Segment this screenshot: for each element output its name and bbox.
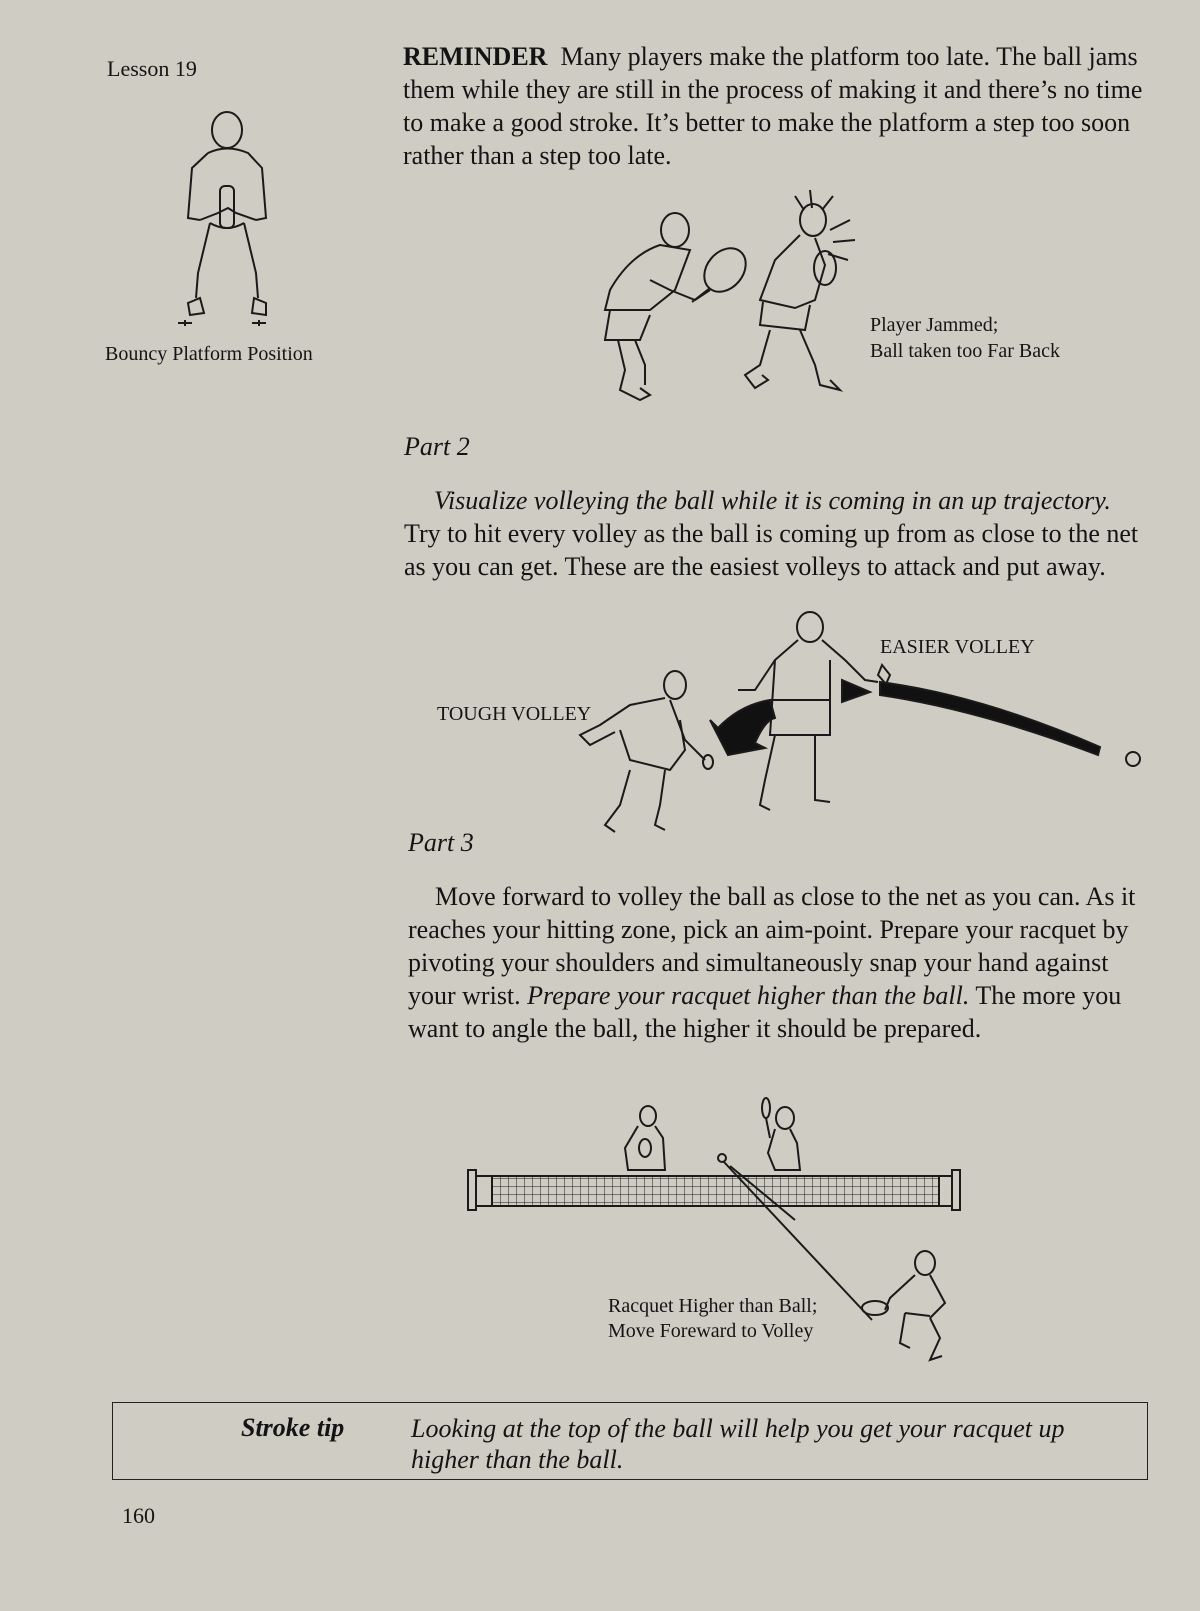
part3-emphasis: Prepare your racquet higher than the ball. [527,981,970,1010]
part3-heading: Part 3 [408,828,474,857]
part3-text-b: The more you want to angle the ball, the higher it should be prepared. [408,981,1122,1043]
reminder-text: Many players make the platform too late. The ball jams them while they are still in the process of making it and there’s no time to make a good stroke. It’s better to make the platform a step too soon rather than a step too late. [403,42,1143,170]
net-caption [608,1294,817,1344]
net-caption-line1: Racquet Higher than Ball; [608,1295,818,1317]
stroke-tip-label: Stroke tip [241,1413,345,1442]
reminder-label: REMINDER [403,42,548,71]
stroke-tip-text: Looking at the top of the ball will help you get your racquet up higher than the ball. [411,1414,1065,1474]
stroke-tip-box [112,1402,1148,1480]
jammed-caption-line2: Ball taken too Far Back [870,340,1060,362]
part2-paragraph [404,484,1144,583]
part3-paragraph [408,880,1148,1045]
reminder-paragraph [403,40,1145,172]
part2-emphasis: Visualize volleying the ball while it is coming in an up trajectory. [434,486,1111,515]
volley-comparison-illustration [560,620,1160,855]
part2-text: Try to hit every volley as the ball is coming up from as close to the net as you can get. These are the easiest volleys to attack and put away. [404,519,1139,581]
part2-heading: Part 2 [404,432,470,461]
platform-caption: Bouncy Platform Position [105,343,313,365]
easier-volley-label: EASIER VOLLEY [880,636,1035,658]
tough-volley-label: TOUGH VOLLEY [437,703,592,725]
platform-position-illustration [170,108,280,338]
page-number: 160 [122,1503,155,1528]
lesson-label: Lesson 19 [107,56,197,81]
part3-text-a: Move forward to volley the ball as close to the net as you can. As it reaches your hitting zone, pick an aim-point. Prepare your racquet by pivoting your shoulders and simultaneously snap your hand against your wrist. [408,882,1136,1010]
player-jammed-illustration [600,190,880,420]
jammed-caption [870,312,1060,364]
jammed-caption-line1: Player Jammed; [870,314,999,336]
net-caption-line2: Move Foreward to Volley [608,1320,814,1342]
